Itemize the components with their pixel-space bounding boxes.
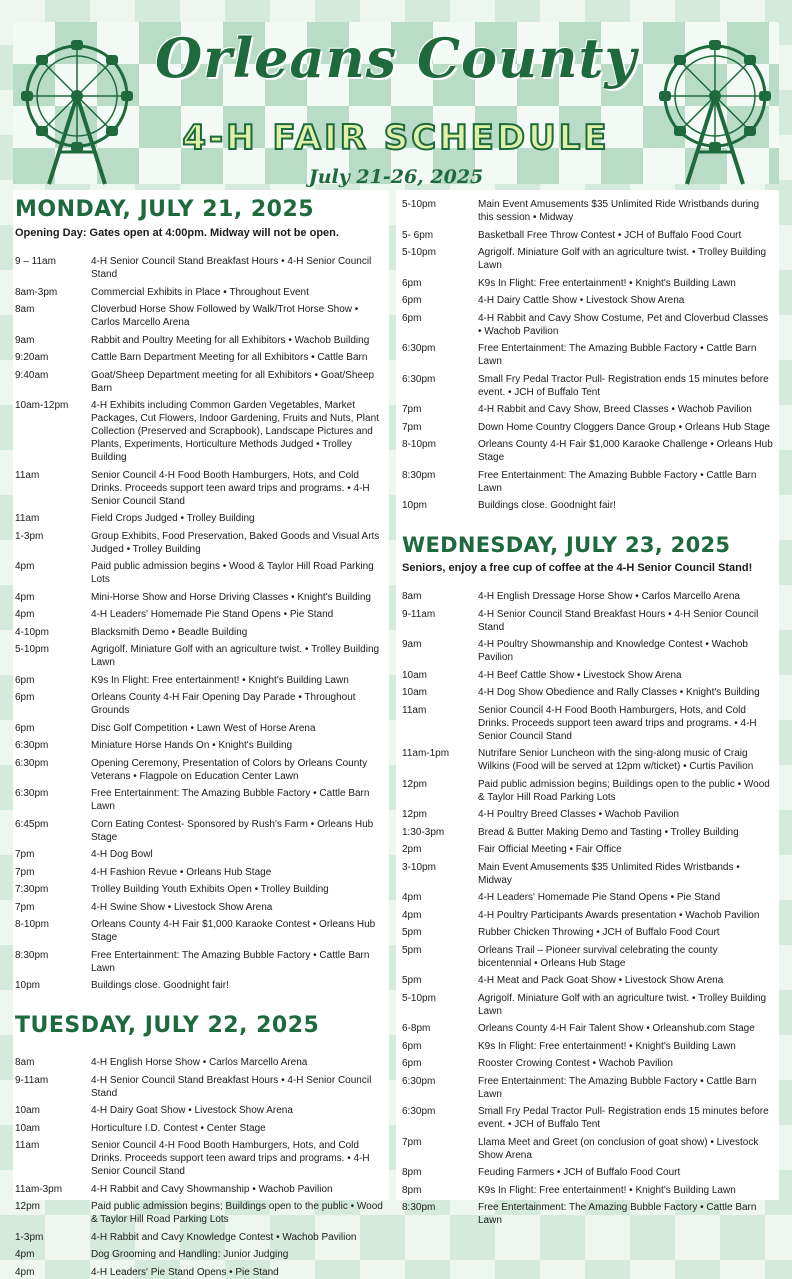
event-time: 8am-3pm <box>15 286 58 298</box>
event-description: Fair Official Meeting • Fair Office <box>478 844 622 856</box>
event-row <box>15 1074 385 1100</box>
event-description: Orleans County 4-H Fair Opening Day Parade • Throughout Grounds <box>91 692 356 717</box>
event-description: Free Entertainment: The Amazing Bubble Factory • Cattle Barn Lawn <box>478 1075 757 1100</box>
event-row <box>15 399 385 464</box>
event-row <box>402 246 773 272</box>
event-time: 4pm <box>15 1249 35 1261</box>
event-time: 5-10pm <box>402 199 436 210</box>
day-section-wednesday <box>402 534 773 1227</box>
event-time: 12pm <box>402 809 428 821</box>
event-row <box>402 499 773 512</box>
event-row <box>402 974 773 987</box>
event-row <box>15 591 385 604</box>
event-description: Buildings close. Goodnight fair! <box>91 980 229 992</box>
event-description: Agrigolf. Miniature Golf with an agriculture twist. • Trolley Building Lawn <box>478 992 767 1017</box>
page-subtitle: 4-H FAIR SCHEDULE <box>182 118 610 158</box>
event-row <box>15 469 385 508</box>
event-row <box>402 608 773 634</box>
event-row <box>15 643 385 669</box>
event-description: Small Fry Pedal Tractor Pull- Registration ends 15 minutes before event. • JCH of Buffalo Tent <box>478 373 769 398</box>
day-note-monday: Opening Day: Gates open at 4:00pm. Midway will not be open. <box>15 227 339 240</box>
event-description: 4-H English Dressage Horse Show • Carlos Marcello Arena <box>478 591 740 603</box>
event-time: 12pm <box>15 1201 41 1213</box>
event-description: Nutrifare Senior Luncheon with the sing-along music of Craig Wilkins (Food will be served at 12pm w/ticket) • Curtis Pavilion <box>478 748 754 773</box>
event-time: 9-11am <box>15 1074 49 1086</box>
event-description: Free Entertainment: The Amazing Bubble Factory • Cattle Barn Lawn <box>478 343 757 367</box>
event-description: Feuding Farmers • JCH of Buffalo Food Court <box>478 1167 681 1179</box>
event-description: 4-H Senior Council Stand Breakfast Hours • 4-H Senior Council Stand <box>91 256 372 281</box>
event-row <box>15 739 385 752</box>
event-time: 10am <box>402 669 428 681</box>
event-row <box>402 1184 773 1197</box>
event-description: Blacksmith Demo • Beadle Building <box>91 626 248 638</box>
event-description: Orleans County 4-H Fair $1,000 Karaoke Contest • Orleans Hub Stage <box>91 919 376 944</box>
event-time: 6pm <box>15 674 35 686</box>
event-list <box>15 1056 385 1279</box>
event-row <box>15 1056 385 1069</box>
event-row <box>402 778 773 804</box>
event-row <box>15 918 385 944</box>
event-description: 4-H Beef Cattle Show • Livestock Show Arena <box>478 669 682 681</box>
event-description: 4-H Exhibits including Common Garden Vegetables, Market Packages, Cut Flowers, Indoor Gardening, Fruits and Nuts, Plant Collection (Preserved and Scrapbook), Landscape Pictures and Plants, Experiments, Horticulture Methods Judged • Trolley Building <box>91 400 379 464</box>
event-time: 6pm <box>15 692 35 704</box>
event-row <box>15 560 385 586</box>
event-description: 4-H Dairy Goat Show • Livestock Show Arena <box>91 1105 293 1117</box>
event-time: 11am <box>15 1140 40 1152</box>
event-time: 8:30pm <box>15 949 49 961</box>
event-row <box>402 926 773 939</box>
event-row <box>402 1075 773 1101</box>
event-time: 2pm <box>402 844 422 856</box>
event-time: 4pm <box>15 591 35 603</box>
event-time: 6pm <box>402 312 422 324</box>
event-description: 4-H Swine Show • Livestock Show Arena <box>91 901 273 913</box>
event-time: 6:30pm <box>15 757 49 769</box>
event-description: Horticulture I.D. Contest • Center Stage <box>91 1122 266 1134</box>
event-description: 4-H Leaders' Pie Stand Opens • Pie Stand <box>91 1266 279 1278</box>
event-row <box>15 818 385 844</box>
event-list <box>402 198 773 512</box>
event-description: 4-H Rabbit and Cavy Showmanship • Wachob Pavilion <box>91 1183 333 1195</box>
event-description: Miniature Horse Hands On • Knight's Building <box>91 740 293 752</box>
event-description: 4-H Senior Council Stand Breakfast Hours • 4-H Senior Council Stand <box>478 608 759 633</box>
event-time: 10pm <box>15 980 41 992</box>
event-row <box>402 294 773 307</box>
event-time: 10am <box>15 1105 41 1117</box>
event-time: 11am <box>15 469 40 481</box>
event-description: Down Home Country Cloggers Dance Group • Orleans Hub Stage <box>478 421 770 433</box>
event-time: 6:30pm <box>15 788 49 800</box>
event-description: 4-H Poultry Showmanship and Knowledge Contest • Wachob Pavilion <box>478 639 748 664</box>
event-time: 6:45pm <box>15 818 49 830</box>
event-time: 5- 6pm <box>402 229 434 241</box>
event-description: 4-H Rabbit and Cavy Show Costume, Pet and Cloverbud Classes • Wachob Pavilion <box>478 312 769 337</box>
event-time: 11am-3pm <box>15 1183 63 1195</box>
event-description: Opening Ceremony, Presentation of Colors by Orleans County Veterans • Flagpole on Education Center Lawn <box>91 757 368 782</box>
event-time: 5-10pm <box>15 644 49 656</box>
event-description: Field Crops Judged • Trolley Building <box>91 513 255 525</box>
event-time: 11am <box>15 513 40 525</box>
event-time: 7pm <box>402 404 422 415</box>
event-time: 11am-1pm <box>402 748 450 760</box>
event-description: Paid public admission begins; Buildings open to the public • Wood & Taylor Hill Road Parking Lots <box>91 1201 383 1226</box>
schedule-column-right <box>396 190 779 1227</box>
day-title-wednesday: WEDNESDAY, JULY 23, 2025 <box>402 533 731 557</box>
event-time: 10pm <box>402 500 428 511</box>
event-row <box>402 638 773 664</box>
event-time: 3-10pm <box>402 861 436 873</box>
event-time: 4-10pm <box>15 626 49 638</box>
event-description: 4-H Senior Council Stand Breakfast Hours • 4-H Senior Council Stand <box>91 1074 372 1099</box>
event-row <box>402 992 773 1018</box>
day-title-monday: MONDAY, JULY 21, 2025 <box>15 197 315 222</box>
event-description: Disc Golf Competition • Lawn West of Horse Arena <box>91 722 316 734</box>
event-row <box>402 704 773 743</box>
event-row <box>402 808 773 821</box>
event-time: 6:30pm <box>402 373 436 385</box>
event-description: Trolley Building Youth Exhibits Open • Trolley Building <box>91 884 329 896</box>
event-row <box>15 530 385 556</box>
event-row <box>402 747 773 773</box>
event-row <box>15 626 385 639</box>
event-time: 5-10pm <box>402 992 436 1004</box>
event-row <box>402 1201 773 1227</box>
event-time: 5pm <box>402 927 422 939</box>
event-row <box>15 1266 385 1279</box>
event-description: 4-H Fashion Revue • Orleans Hub Stage <box>91 866 272 878</box>
event-row <box>15 1139 385 1178</box>
event-description: 4-H Poultry Participants Awards presentation • Wachob Pavilion <box>478 909 760 921</box>
event-row <box>402 1057 773 1070</box>
event-description: 4-H Dog Show Obedience and Rally Classes • Knight's Building <box>478 687 760 699</box>
event-row <box>402 891 773 904</box>
event-row <box>402 1022 773 1035</box>
event-description: Rooster Crowing Contest • Wachob Pavilion <box>478 1058 673 1070</box>
event-description: Main Event Amusements $35 Unlimited Ride Wristbands during this session • Midway <box>478 199 760 223</box>
event-row <box>402 1136 773 1162</box>
event-row <box>15 255 385 281</box>
event-description: Orleans County 4-H Fair Talent Show • Orleanshub.com Stage <box>478 1023 755 1035</box>
event-time: 8pm <box>402 1167 422 1179</box>
event-description: 4-H Meat and Pack Goat Show • Livestock Show Arena <box>478 975 724 987</box>
event-description: Mini-Horse Show and Horse Driving Classes • Knight's Building <box>91 591 371 603</box>
event-row <box>402 861 773 887</box>
event-row <box>15 949 385 975</box>
event-row <box>15 1104 385 1117</box>
event-row <box>15 979 385 992</box>
event-row <box>15 901 385 914</box>
event-row <box>402 373 773 399</box>
event-row <box>15 883 385 896</box>
event-time: 9 – 11am <box>15 256 56 268</box>
event-row <box>402 438 773 464</box>
event-time: 6pm <box>402 1058 422 1070</box>
event-row <box>402 421 773 434</box>
day-note-wednesday: Seniors, enjoy a free cup of coffee at the 4-H Senior Council Stand! <box>402 562 753 575</box>
event-description: 4-H English Horse Show • Carlos Marcello Arena <box>91 1057 308 1069</box>
event-description: Free Entertainment: The Amazing Bubble Factory • Cattle Barn Lawn <box>478 469 757 494</box>
event-time: 6:30pm <box>402 1106 436 1118</box>
event-time: 8am <box>15 304 35 316</box>
event-description: Free Entertainment: The Amazing Bubble Factory • Cattle Barn Lawn <box>91 949 370 974</box>
event-row <box>402 1166 773 1179</box>
event-row <box>402 590 773 603</box>
event-row <box>15 722 385 735</box>
event-time: 8am <box>402 591 422 603</box>
event-row <box>15 608 385 621</box>
event-time: 4pm <box>15 1266 35 1278</box>
event-row <box>15 286 385 299</box>
event-description: K9s In Flight: Free entertainment! • Knight's Building Lawn <box>478 277 736 289</box>
day-section-monday <box>15 198 385 992</box>
event-time: 4pm <box>402 909 422 921</box>
event-description: Paid public admission begins • Wood & Taylor Hill Road Parking Lots <box>91 561 374 586</box>
event-time: 1:30-3pm <box>402 826 445 838</box>
event-time: 9-11am <box>402 608 436 620</box>
event-row <box>402 843 773 856</box>
event-description: Dog Grooming and Handling: Junior Judging <box>91 1249 289 1261</box>
event-row <box>402 909 773 922</box>
event-time: 8pm <box>402 1184 422 1196</box>
event-description: Free Entertainment: The Amazing Bubble Factory • Cattle Barn Lawn <box>478 1202 757 1227</box>
event-row <box>15 303 385 329</box>
event-time: 9:20am <box>15 352 49 364</box>
event-time: 1-3pm <box>15 530 44 542</box>
event-description: K9s In Flight: Free entertainment! • Knight's Building Lawn <box>91 674 349 686</box>
event-time: 1-3pm <box>15 1231 44 1243</box>
event-time: 10am-12pm <box>15 400 69 412</box>
event-time: 6:30pm <box>402 1075 436 1087</box>
fair-dates: July 21-26, 2025 <box>308 166 484 188</box>
event-time: 9am <box>15 334 35 346</box>
event-row <box>15 334 385 347</box>
event-row <box>15 691 385 717</box>
event-time: 6pm <box>402 1040 422 1052</box>
event-row <box>402 686 773 699</box>
event-time: 12pm <box>402 778 428 790</box>
event-row <box>15 1248 385 1261</box>
event-time: 7pm <box>15 849 35 861</box>
event-row <box>15 369 385 395</box>
event-description: Paid public admission begins; Buildings open to the public • Wood & Taylor Hill Road Parking Lots <box>478 778 770 803</box>
event-row <box>15 1183 385 1196</box>
event-time: 6-8pm <box>402 1023 431 1035</box>
event-description: Senior Council 4-H Food Booth Hamburgers, Hots, and Cold Drinks. Proceeds support teen award trips and programs. • 4-H Senior Council Stand <box>91 1140 370 1178</box>
event-row <box>402 198 773 224</box>
event-description: 4-H Rabbit and Cavy Knowledge Contest • Wachob Pavilion <box>91 1231 357 1243</box>
event-description: Orleans Trail – Pioneer survival celebrating the county bicentennial • Orleans Hub Stage <box>478 944 718 969</box>
day-section-tuesday <box>15 1014 385 1279</box>
event-time: 8am <box>15 1057 35 1069</box>
event-description: Main Event Amusements $35 Unlimited Rides Wristbands • Midway <box>478 861 740 886</box>
event-description: Senior Council 4-H Food Booth Hamburgers, Hots, and Cold Drinks. Proceeds support teen award trips and programs. • 4-H Senior Council Stand <box>478 704 757 742</box>
event-time: 7pm <box>15 866 35 878</box>
event-description: Agrigolf. Miniature Golf with an agriculture twist. • Trolley Building Lawn <box>478 247 767 271</box>
event-description: Corn Eating Contest- Sponsored by Rush's Farm • Orleans Hub Stage <box>91 818 374 843</box>
event-time: 4pm <box>402 892 422 904</box>
event-description: 4-H Poultry Breed Classes • Wachob Pavilion <box>478 809 679 821</box>
event-time: 4pm <box>15 609 35 621</box>
event-time: 6pm <box>15 722 35 734</box>
event-time: 5-10pm <box>402 247 436 258</box>
event-time: 6:30pm <box>15 740 49 752</box>
event-time: 5pm <box>402 944 422 956</box>
event-time: 10am <box>15 1122 41 1134</box>
event-row <box>402 342 773 368</box>
event-list <box>15 255 385 992</box>
event-description: Commercial Exhibits in Place • Throughout Event <box>91 286 309 298</box>
event-description: Free Entertainment: The Amazing Bubble Factory • Cattle Barn Lawn <box>91 788 370 813</box>
page-title: Orleans County <box>155 26 637 90</box>
event-description: Rabbit and Poultry Meeting for all Exhibitors • Wachob Building <box>91 334 370 346</box>
event-time: 9:40am <box>15 369 49 381</box>
event-list <box>402 590 773 1227</box>
event-description: K9s In Flight: Free entertainment! • Knight's Building Lawn <box>478 1184 736 1196</box>
event-time: 7pm <box>402 1136 422 1148</box>
event-time: 11am <box>402 704 427 716</box>
event-time: 10am <box>402 687 428 699</box>
event-time: 6pm <box>402 295 422 306</box>
event-time: 8:30pm <box>402 1202 436 1214</box>
event-row <box>15 351 385 364</box>
event-time: 8:30pm <box>402 469 436 481</box>
event-row <box>15 1122 385 1135</box>
event-row <box>402 403 773 416</box>
event-time: 6:30pm <box>402 343 436 354</box>
event-description: Group Exhibits, Food Preservation, Baked Goods and Visual Arts Judged • Trolley Building <box>91 530 380 555</box>
event-description: Buildings close. Goodnight fair! <box>478 500 616 511</box>
event-row <box>15 1231 385 1244</box>
event-time: 7pm <box>15 901 35 913</box>
event-row <box>15 512 385 525</box>
event-time: 8-10pm <box>402 439 436 450</box>
event-time: 9am <box>402 639 422 651</box>
event-description: Orleans County 4-H Fair $1,000 Karaoke Challenge • Orleans Hub Stage <box>478 439 773 463</box>
day-section-tuesday-continued <box>402 198 773 512</box>
header-banner <box>13 22 779 188</box>
event-row <box>15 866 385 879</box>
event-description: Agrigolf. Miniature Golf with an agriculture twist. • Trolley Building Lawn <box>91 644 380 669</box>
event-row <box>15 674 385 687</box>
event-row <box>402 469 773 495</box>
event-description: Llama Meet and Greet (on conclusion of goat show) • Livestock Show Arena <box>478 1136 759 1161</box>
event-row <box>15 757 385 783</box>
event-description: K9s In Flight: Free entertainment! • Knight's Building Lawn <box>478 1040 736 1052</box>
event-description: 4-H Rabbit and Cavy Show, Breed Classes • Wachob Pavilion <box>478 404 752 415</box>
event-time: 4pm <box>15 561 35 573</box>
day-title-tuesday: TUESDAY, JULY 22, 2025 <box>15 1013 320 1039</box>
event-row <box>402 1040 773 1053</box>
event-description: 4-H Leaders' Homemade Pie Stand Opens • Pie Stand <box>91 609 334 621</box>
event-description: Small Fry Pedal Tractor Pull- Registration ends 15 minutes before event. • JCH of Buffalo Tent <box>478 1106 769 1131</box>
event-row <box>402 826 773 839</box>
event-time: 7pm <box>402 421 422 433</box>
event-time: 7:30pm <box>15 884 49 896</box>
event-row <box>402 944 773 970</box>
event-description: Basketball Free Throw Contest • JCH of Buffalo Food Court <box>478 229 742 241</box>
schedule-column-left <box>13 190 389 1278</box>
event-row <box>402 1105 773 1131</box>
event-description: Goat/Sheep Department meeting for all Exhibitors • Goat/Sheep Barn <box>91 369 375 394</box>
event-description: Cloverbud Horse Show Followed by Walk/Trot Horse Show • Carlos Marcello Arena <box>91 304 359 329</box>
event-description: Bread & Butter Making Demo and Tasting • Trolley Building <box>478 826 739 838</box>
event-row <box>15 1200 385 1226</box>
event-description: Cattle Barn Department Meeting for all Exhibitors • Cattle Barn <box>91 352 368 364</box>
event-description: 4-H Dairy Cattle Show • Livestock Show Arena <box>478 295 685 306</box>
event-row <box>402 229 773 242</box>
event-row <box>402 312 773 338</box>
event-description: 4-H Leaders' Homemade Pie Stand Opens • Pie Stand <box>478 892 721 904</box>
event-time: 8-10pm <box>15 919 49 931</box>
event-description: Senior Council 4-H Food Booth Hamburgers, Hots, and Cold Drinks. Proceeds support teen award trips and programs. • 4-H Senior Council Stand <box>91 469 370 507</box>
event-time: 5pm <box>402 975 422 987</box>
event-row <box>402 669 773 682</box>
event-description: Rubber Chicken Throwing • JCH of Buffalo Food Court <box>478 927 720 939</box>
event-time: 6pm <box>402 277 422 289</box>
event-row <box>15 848 385 861</box>
event-row <box>15 787 385 813</box>
event-description: 4-H Dog Bowl <box>91 849 153 861</box>
event-row <box>402 277 773 290</box>
